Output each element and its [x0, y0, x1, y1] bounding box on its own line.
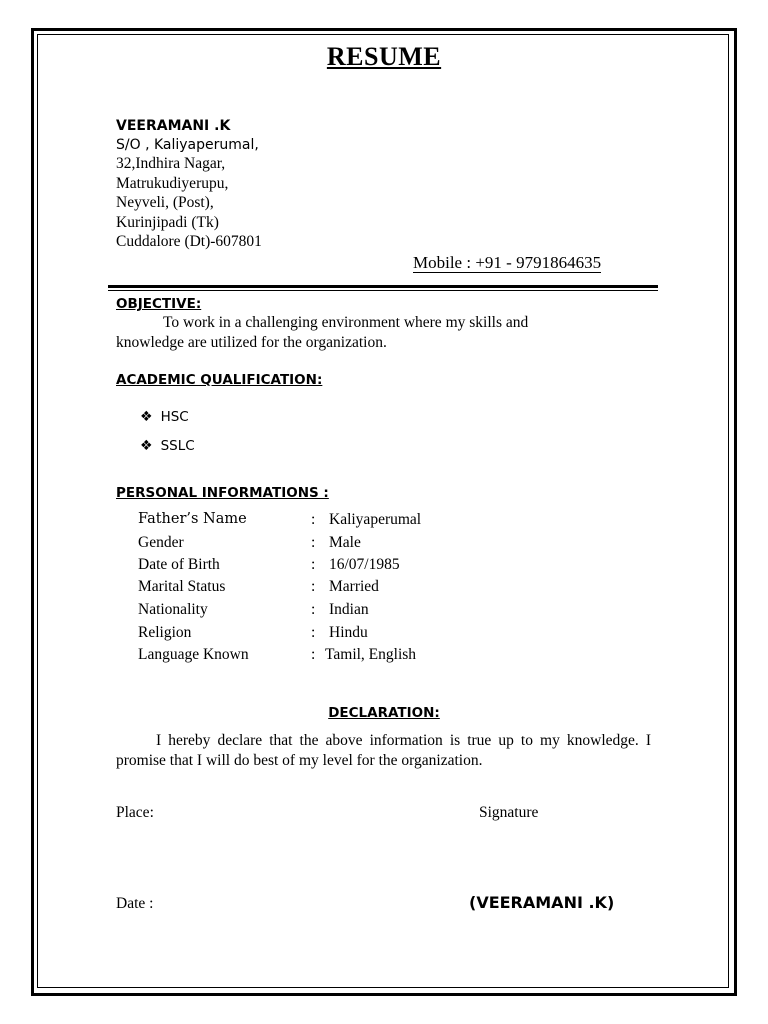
address-line-2: Matrukudiyerupu, [116, 175, 229, 192]
personal-colon: : [311, 601, 316, 618]
personal-label-nationality: Nationality [138, 601, 208, 618]
diamond-bullet-icon: ❖ [140, 409, 153, 425]
date-label: Date : [116, 895, 154, 912]
address-line-4: Kurinjipadi (Tk) [116, 214, 219, 231]
academic-item-sslc [140, 438, 195, 454]
academic-item-label: SSLC [160, 438, 195, 454]
personal-colon: : [311, 556, 316, 573]
applicant-name: VEERAMANI .K [116, 118, 231, 134]
objective-text-line-1: To work in a challenging environment where my skills and [163, 314, 529, 331]
personal-value-fathers-name: Kaliyaperumal [329, 511, 422, 528]
personal-label-marital-status: Marital Status [138, 578, 226, 595]
diamond-bullet-icon: ❖ [140, 438, 153, 454]
personal-heading: PERSONAL INFORMATIONS : [116, 485, 329, 501]
header-divider-thin [108, 290, 658, 291]
signature-label: Signature [479, 804, 539, 821]
personal-label-dob: Date of Birth [138, 556, 220, 573]
place-label: Place: [116, 804, 154, 821]
address-line-1: 32,Indhira Nagar, [116, 155, 226, 172]
personal-value-language: Tamil, English [325, 646, 417, 663]
personal-colon: : [311, 578, 316, 595]
objective-text-line-2: knowledge are utilized for the organization. [116, 334, 387, 351]
declaration-text: I hereby declare that the above information is true up to my knowledge. I promise that I will do best of my level for the organization. [116, 732, 651, 769]
personal-label-gender: Gender [138, 534, 184, 551]
declaration-heading: DECLARATION: [328, 705, 440, 721]
personal-value-nationality: Indian [329, 601, 369, 618]
personal-value-dob: 16/07/1985 [329, 556, 400, 573]
personal-value-gender: Male [329, 534, 361, 551]
academic-item-hsc [140, 409, 189, 425]
personal-value-religion: Hindu [329, 624, 368, 641]
address-line-3: Neyveli, (Post), [116, 194, 214, 211]
header-divider-thick [108, 285, 658, 288]
academic-heading: ACADEMIC QUALIFICATION: [116, 372, 323, 388]
personal-colon: : [311, 646, 316, 663]
objective-heading: OBJECTIVE: [116, 296, 202, 312]
academic-item-label: HSC [160, 409, 189, 425]
personal-colon: : [311, 534, 316, 551]
personal-value-marital-status: Married [329, 578, 379, 595]
personal-label-religion: Religion [138, 624, 192, 641]
personal-colon: : [311, 624, 316, 641]
resume-title: RESUME [326, 42, 442, 71]
mobile-number: Mobile : +91 - 9791864635 [413, 253, 602, 272]
personal-label-fathers-name: Father’s Name [138, 511, 247, 527]
son-of-line: S/O , Kaliyaperumal, [116, 137, 259, 153]
personal-label-language: Language Known [138, 646, 249, 663]
address-line-5: Cuddalore (Dt)-607801 [116, 233, 262, 250]
signatory-name: (VEERAMANI .K) [469, 893, 615, 912]
personal-colon: : [311, 511, 316, 528]
